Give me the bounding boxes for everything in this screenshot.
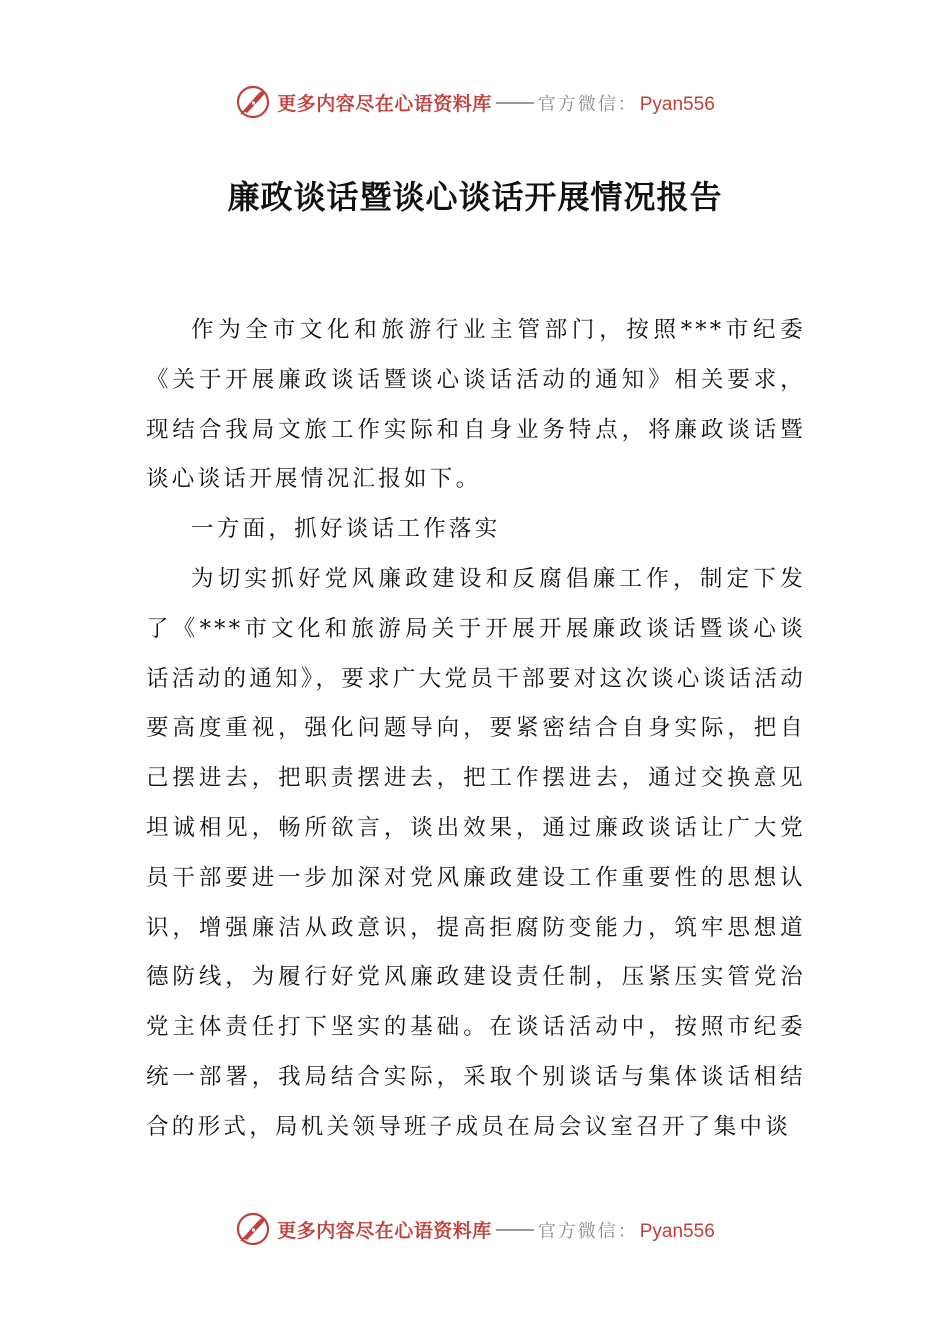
document-title: 廉政谈话暨谈心谈话开展情况报告 bbox=[227, 178, 723, 216]
header-banner bbox=[0, 80, 950, 124]
banner-official-label: 官方微信： bbox=[537, 1220, 638, 1242]
pen-nib-circle-icon bbox=[235, 84, 271, 120]
banner-lead-text: 更多内容尽在心语资料库 bbox=[277, 1219, 492, 1242]
paragraph-section-heading: 一方面，抓好谈话工作落实 bbox=[191, 516, 501, 543]
banner-wechat-id: Pyan556 bbox=[639, 93, 715, 115]
banner-official-label: 官方微信： bbox=[537, 93, 638, 115]
paragraph-intro: 作为全市文化和旅游行业主管部门，按照***市纪委《关于开展廉政谈话暨谈心谈话活动的通知》相关要求，现结合我局文旅工作实际和自身业务特点，将廉政谈话暨谈心谈话开展情况汇报如下。 bbox=[146, 317, 806, 493]
banner-divider bbox=[496, 1229, 534, 1231]
banner-divider bbox=[496, 102, 534, 104]
banner-wechat-id: Pyan556 bbox=[639, 1220, 715, 1242]
footer-banner bbox=[0, 1207, 950, 1251]
paragraph-body: 为切实抓好党风廉政建设和反腐倡廉工作，制定下发了《***市文化和旅游局关于开展开展廉政谈话暨谈心谈话活动的通知》，要求广大党员干部要对这次谈心谈话活动要高度重视，强化问题导向，要紧密结合自身实际，把自己摆进去，把职责摆进去，把工作摆进去，通过交换意见坦诚相见，畅所欲言，谈出效果，通过廉政谈话让广大党员干部要进一步加深对党风廉政建设工作重要性的思想认识，增强廉洁从政意识，提高拒腐防变能力，筑牢思想道德防线，为履行好党风廉政建设责任制，压紧压实管党治党主体责任打下坚实的基础。在谈话活动中，按照市纪委统一部署，我局结合实际，采取个别谈话与集体谈话相结合的形式，局机关领导班子成员在局会议室召开了集中谈 bbox=[146, 565, 806, 1140]
pen-nib-circle-icon bbox=[235, 1211, 271, 1247]
banner-lead-text: 更多内容尽在心语资料库 bbox=[277, 92, 492, 115]
document-body bbox=[146, 306, 806, 1153]
